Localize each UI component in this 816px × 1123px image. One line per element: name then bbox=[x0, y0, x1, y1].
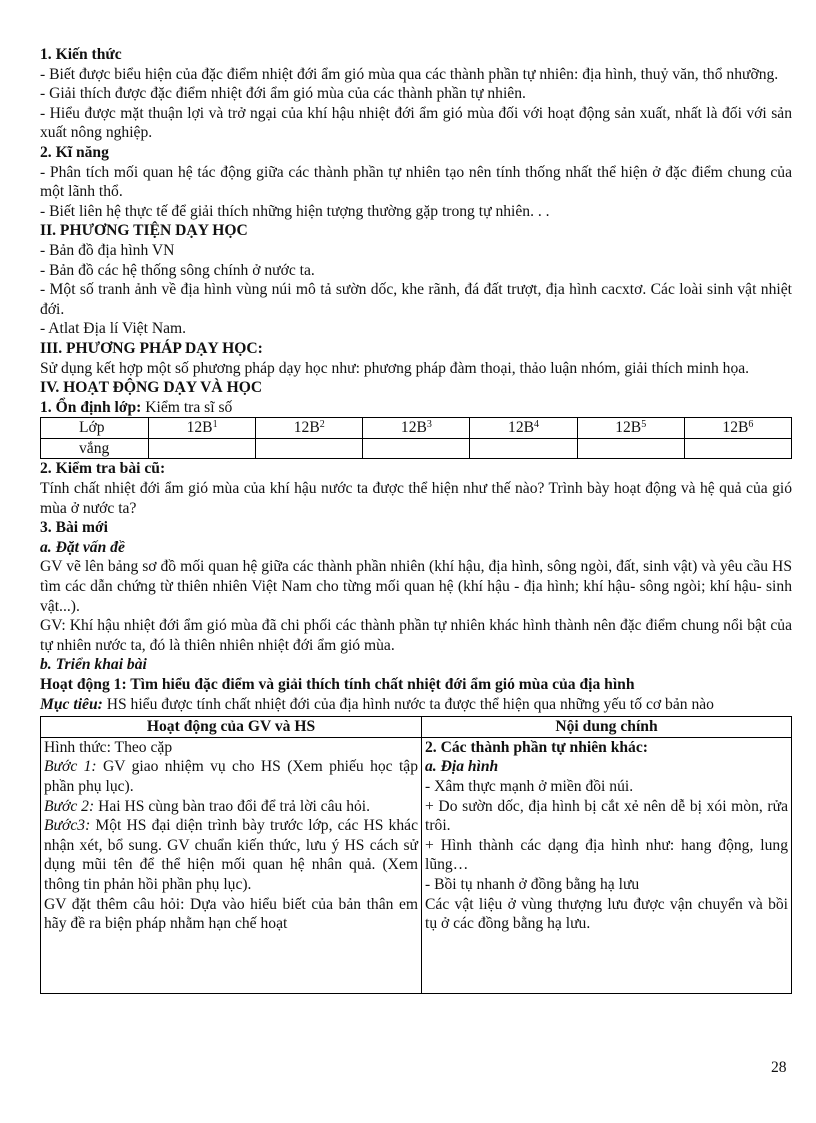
aids-item-2: - Bản đồ các hệ thống sông chính ở nước ta. bbox=[40, 261, 315, 279]
attendance-absent-cell bbox=[577, 438, 684, 459]
header-activities: Hoạt động của GV và HS bbox=[41, 717, 422, 738]
attendance-absent-cell bbox=[684, 438, 791, 459]
form-line: Hình thức: Theo cặp bbox=[44, 738, 173, 756]
activity-table-header bbox=[41, 717, 792, 738]
attendance-class-1: $12B^1$ bbox=[149, 418, 256, 439]
content-heading: 2. Các thành phần tự nhiên khác: bbox=[425, 738, 648, 756]
goal-text: HS hiểu được tính chất nhiệt đới của địa hình nước ta được thể hiện qua những yếu tố cơ bản nào bbox=[102, 695, 714, 713]
class-check-text: Kiểm tra sĩ số bbox=[141, 398, 233, 416]
heading-review: 2. Kiểm tra bài cũ: bbox=[40, 460, 166, 478]
goal-label: Mục tiêu: bbox=[40, 695, 103, 713]
step-1-label: Bước 1: bbox=[44, 758, 97, 776]
heading-teaching-aids: II. PHƯƠNG TIỆN DẠY HỌC bbox=[40, 222, 248, 240]
goal-line bbox=[40, 695, 792, 715]
attendance-label-absent: vắng bbox=[41, 438, 149, 459]
step-1-text: GV giao nhiệm vụ cho HS (Xem phiếu học tập phần phụ lục). bbox=[44, 758, 418, 795]
attendance-row-absent bbox=[41, 438, 792, 459]
step-2 bbox=[44, 797, 418, 817]
attendance-absent-cell bbox=[470, 438, 577, 459]
page-number: 28 bbox=[771, 1059, 787, 1076]
content-line-2: + Do sườn dốc, địa hình bị cắt xẻ nên dễ bị xói mòn, rửa trôi. bbox=[425, 797, 788, 835]
knowledge-item-3: - Hiểu được mặt thuận lợi và trở ngại của khí hậu nhiệt đới ẩm gió mùa đối với hoạt động sản xuất, nhất là đối với sản xuất nông nghiệp. bbox=[40, 104, 792, 142]
aids-item-1: - Bản đồ địa hình VN bbox=[40, 241, 175, 259]
heading-activities: IV. HOẠT ĐỘNG DẠY VÀ HỌC bbox=[40, 379, 263, 397]
activity-table-body bbox=[41, 737, 792, 993]
knowledge-item-2: - Giải thích được đặc điểm nhiệt đới ẩm gió mùa của các thành phần tự nhiên. bbox=[40, 85, 526, 103]
attendance-class-6: $12B^6$ bbox=[684, 418, 791, 439]
content-line-1: - Xâm thực mạnh ở miền đồi núi. bbox=[425, 777, 634, 795]
attendance-table bbox=[40, 417, 792, 459]
heading-methods: III. PHƯƠNG PHÁP DẠY HỌC: bbox=[40, 339, 263, 357]
activity-1-heading: Hoạt động 1: Tìm hiểu đặc điểm và giải thích tính chất nhiệt đới ẩm gió mùa của địa hình bbox=[40, 676, 635, 693]
content-line-4: - Bồi tụ nhanh ở đồng bằng hạ lưu bbox=[425, 875, 640, 893]
content-line-3: + Hình thành các dạng địa hình như: hang động, lung lũng… bbox=[425, 836, 788, 874]
attendance-class-2: $12B^2$ bbox=[256, 418, 363, 439]
problem-para-1: GV vẽ lên bảng sơ đồ mối quan hệ giữa các thành phần nhiên (khí hậu, địa hình, sông ngòi, đất, sinh vật) và yêu cầu HS tìm các dẫn chứng từ thiên nhiên Việt Nam cho từng mối quan hệ (khí hậu - địa hình; khí hậu- sông ngòi; khí hậu- sinh vật...). bbox=[40, 558, 792, 615]
skills-item-1: - Phân tích mối quan hệ tác động giữa các thành phần tự nhiên tạo nên tính thống nhất thể hiện ở đặc điểm chung của một lãnh thổ. bbox=[40, 163, 792, 201]
content-line-5: Các vật liệu ở vùng thượng lưu được vận chuyển và bồi tụ ở các đồng bằng hạ lưu. bbox=[425, 895, 788, 933]
class-check-line bbox=[40, 398, 792, 418]
aids-item-4: - Atlat Địa lí Việt Nam. bbox=[40, 320, 187, 338]
content-subheading: a. Địa hình bbox=[425, 758, 499, 776]
heading-knowledge: 1. Kiến thức bbox=[40, 46, 122, 63]
step-2-label: Bước 2: bbox=[44, 797, 95, 815]
class-check-label: 1. Ổn định lớp: bbox=[40, 398, 142, 416]
aids-item-3: - Một số tranh ảnh về địa hình vùng núi mô tả sườn dốc, khe rãnh, đá đất trượt, địa hình cacxtơ. Các loài sinh vật nhiệt đới. bbox=[40, 281, 792, 318]
attendance-absent-cell bbox=[149, 438, 256, 459]
methods-text: Sử dụng kết hợp một số phương pháp dạy học như: phương pháp đàm thoại, thảo luận nhóm, giải thích minh họa. bbox=[40, 359, 750, 377]
step-3-text: Một HS đại diện trình bày trước lớp, các HS khác nhận xét, bổ sung. GV chuẩn kiến thức, lưu ý HS cách sử dụng mũi tên để thể hiện mối quan hệ nhân quả. (Xem thông tin phản hồi phần phụ lục). bbox=[44, 817, 418, 893]
attendance-class-3: $12B^3$ bbox=[363, 418, 470, 439]
skills-item-2: - Biết liên hệ thực tế để giải thích những hiện tượng thường gặp trong tự nhiên. . . bbox=[40, 202, 550, 220]
attendance-absent-cell bbox=[256, 438, 363, 459]
document-page bbox=[40, 45, 792, 994]
step-1 bbox=[44, 757, 418, 796]
attendance-class-5: $12B^5$ bbox=[577, 418, 684, 439]
heading-skills: 2. Kĩ năng bbox=[40, 143, 109, 161]
heading-problem: a. Đặt vấn đề bbox=[40, 538, 125, 556]
heading-deploy: b. Triển khai bài bbox=[40, 656, 147, 674]
step-2-text: Hai HS cùng bàn trao đổi để trả lời câu hỏi. bbox=[94, 797, 371, 815]
extra-question: GV đặt thêm câu hỏi: Dựa vào hiểu biết của bản thân em hãy đề ra biện pháp nhằm hạn chế hoạt bbox=[44, 895, 418, 933]
knowledge-item-1: - Biết được biểu hiện của đặc điểm nhiệt đới ẩm gió mùa qua các thành phần tự nhiên: địa hình, thuỷ văn, thổ nhưỡng. bbox=[40, 65, 779, 83]
review-text: Tính chất nhiệt đới ẩm gió mùa của khí hậu nước ta được thể hiện như thế nào? Trình bày hoạt động và hệ quả của gió mùa ở nước ta? bbox=[40, 480, 792, 517]
problem-para-2: GV: Khí hậu nhiệt đới ẩm gió mùa đã chi phối các thành phần tự nhiên khác hình thành nên đặc điểm chung nổi bật của tự nhiên nước ta, đó là thiên nhiên nhiệt đới ẩm gió mùa. bbox=[40, 617, 792, 654]
activity-table bbox=[40, 716, 792, 994]
attendance-class-4: $12B^4$ bbox=[470, 418, 577, 439]
activities-cell bbox=[41, 737, 422, 993]
attendance-label-class: Lớp bbox=[41, 418, 149, 439]
attendance-absent-cell bbox=[363, 438, 470, 459]
header-content: Nội dung chính bbox=[422, 717, 792, 738]
step-3-label: Bước3: bbox=[44, 817, 91, 835]
attendance-row-class bbox=[41, 418, 792, 439]
step-3 bbox=[44, 816, 418, 894]
content-cell bbox=[422, 737, 792, 993]
heading-new-lesson: 3. Bài mới bbox=[40, 519, 108, 537]
